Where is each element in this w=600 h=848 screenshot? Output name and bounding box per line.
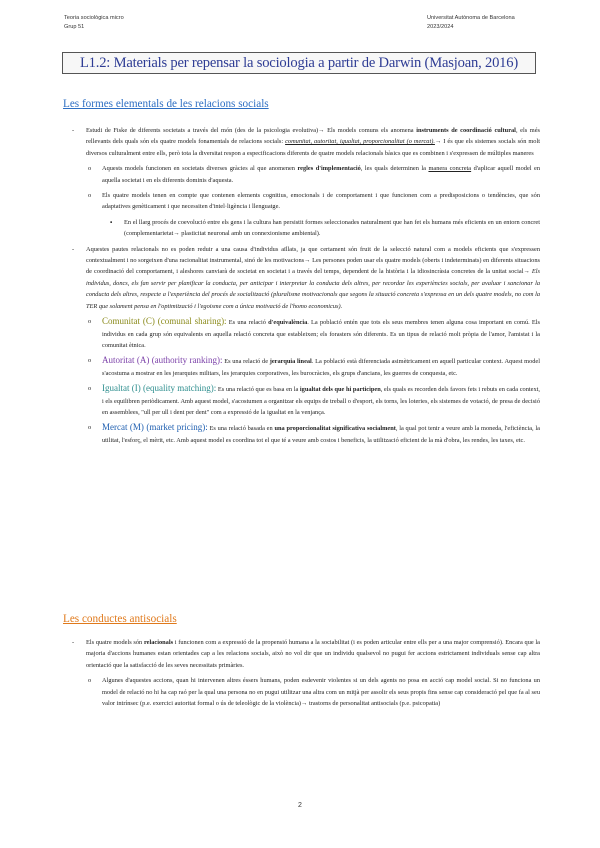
model-item-community: o Comunitat (C) (comunal sharing): Es una relació d'equivalència. La població entén que tots els seus membres tenen alguna cosa important en comú. Els individus en cada grup són equivalents en aquella relació concreta que estableixen; els forasters són diferents. Es un tipus de relació molt pròpia de l'amor, l'amistat i la comunitat ètnica.: [88, 316, 541, 349]
dash-bullet: -: [72, 127, 75, 134]
list-item: - Estudi de Fiske de diferents societats a través del món (des de la psicologia evolutiva)→ Els models comuns els anomena instruments de coordinació cultural, els més rellevants dels quals són els quatre models fonamentals de relacions socials: comunitat, autoritat, igualtat, proporcionalitat (o mercat).→ I és que els sistemes socials són molt diversos culturalment entre ells, però tota la diversitat respon a especificacions diferents de quatre models relacionals bàsics que es combinen i s'expressen de múltiples maneres: [72, 127, 541, 157]
dash-bullet: -: [72, 245, 75, 253]
model-name: Igualtat (I) (equality matching):: [102, 383, 217, 394]
list-item: - Aquestes pautes relacionals no es poden reduir a una causa d'individus aïllats, ja que certament són fruit de la selecció natural com a models eficients que s'expressen contextualment i no sorgeixen d'una racionalitat instrumental, sinó de les motivacions→ Les persones poden usar els quatre models (oberts i indeterminats) en diferents situacions de coordinació del comportament, i aleshores canviarà de societat en societat i a través del temps, dependent de la història i la idiosincràsia concretes de la unitat social→ Els individus, doncs, els fan servir per planificar la conducta, per anticipar i interpretar la conducta dels altres, per recordar les experiències socials, per avaluar i sancionar la conducta dels altres, respecte a l'experiència del procés de socialització (pluralisme motivacionals que segons la situació concreta s'expressa en un dels quatre models, no com la TER que solament pensa en l'optimització i l'egoisme com a única motivació de l'homo economicus).: [72, 245, 540, 310]
circle-bullet: o: [88, 192, 92, 200]
group-name: Grup 51: [64, 24, 85, 30]
model-item-market: o Mercat (M) (market pricing): Es una relació basada en una proporcionalitat significativa socialment, la qual pot tenir a veure amb la moneda, l'eficiència, la utilitat, l'esforç, el mèrit, etc. Amb aquest model es coordina tot el que té a veure amb costos i beneficis, la utilització eficient de la mà d'obra, les rendes, les taxes, etc.: [88, 422, 540, 444]
section-antisocial-content: [72, 637, 540, 713]
dash-bullet: -: [72, 639, 75, 646]
circle-bullet: o: [88, 424, 92, 432]
course-name: Teoria sociològica micro: [64, 15, 124, 21]
section-relations-content: [72, 125, 540, 450]
model-name: Comunitat (C) (comunal sharing):: [102, 316, 227, 327]
circle-bullet: o: [88, 385, 92, 393]
academic-year: 2023/2024: [427, 24, 454, 30]
list-item: o Aquests models funcionen en societats diverses gràcies al que anomenen regles d'implementació, les quals determinen la manera concreta d'aplicar aquell model en aquella societat i en els diferents dominis d'aquesta.: [88, 165, 541, 184]
square-bullet: ▪: [110, 218, 113, 226]
list-item: o Els quatre models tenen en compte que contenen elements cognitius, emocionals i de comportament i que funcionen com a predisposicions o tendències, que són adaptatives genèticament i que necessiten d'intel·ligència i llenguatge.: [88, 192, 540, 211]
model-name: Autoritat (A) (authority ranking):: [102, 355, 223, 366]
university-name: Universitat Autònoma de Barcelona: [427, 15, 515, 21]
section-heading-relations: Les formes elementals de les relacions socials: [63, 98, 269, 110]
model-item-equality: o Igualtat (I) (equality matching): Es una relació que es basa en la igualtat dels que hi participen, els quals es recorden dels favors fets i rebuts en cada context, i els equilibren periòdicament. Amb aquest model, s'acostumen a organitzar els equips de treball o d'esport, els torns, les loteries, els sistemes de votació, de presa de decisió en assemblees, "ull per ull i dent per dent" com a expressió de la igualtat en la venjança.: [88, 383, 540, 416]
header-left: [64, 14, 124, 32]
circle-bullet: o: [88, 318, 92, 326]
list-item: o Algunes d'aquestes accions, quan hi intervenen altres éssers humans, poden esdevenir violentes si un dels agents no posa en acció cap model social. Si no funciona un model de relació no hi ha cap raó per la qual una persona no en pugui utilitzar una altra com un mitjà per assolir els seus propis fins sense cap consideració pel que fa al seu valor intrínsec (p.e. exercici autoritat formal o ús de teleològic de la violència)→ trastorns de personalitat antisocials (p.e. psicopatia): [88, 677, 540, 708]
list-item: ▪ En el llarg procés de coevolució entre els gens i la cultura han persistit formes seleccionades naturalment que han fet els humans més eficients en un entorn concret (complementarietat→ plasticitat neuronal amb un connexionisme ambiental).: [110, 218, 540, 238]
header-right: [427, 14, 515, 32]
page-number: 2: [298, 802, 302, 809]
model-item-authority: o Autoritat (A) (authority ranking): Es una relació de jerarquia lineal. La població està diferenciada asimètricament en aquell particular context. Aquest model s'acostuma a mostrar en les jerarquies militars, les jerarquies corporatives, les burocràcies, els grups d'ancians, les guerres de conquesta, etc.: [88, 355, 540, 377]
list-item: - Els quatre models són relacionals i funcionen com a expressió de la propensió humana a la sociabilitat (i es poden articular entre ells per a una major comprensió). Encara que la majoria d'accions humanes estan orientades cap a les relacions socials, això no vol dir que un individu qualsevol no pugui fer accions estrictament individuals sense cap altra orientació que la satisfacció de les seves necessitats primàries.: [72, 639, 540, 669]
model-name: Mercat (M) (market pricing):: [102, 422, 208, 433]
page-title: L1.2: Materials per repensar la sociologia a partir de Darwin (Masjoan, 2016): [79, 55, 519, 71]
section-heading-antisocial: Les conductes antisocials: [63, 613, 177, 625]
circle-bullet: o: [88, 357, 92, 365]
circle-bullet: o: [88, 165, 92, 173]
circle-bullet: o: [88, 677, 92, 685]
title-box: [62, 52, 536, 74]
